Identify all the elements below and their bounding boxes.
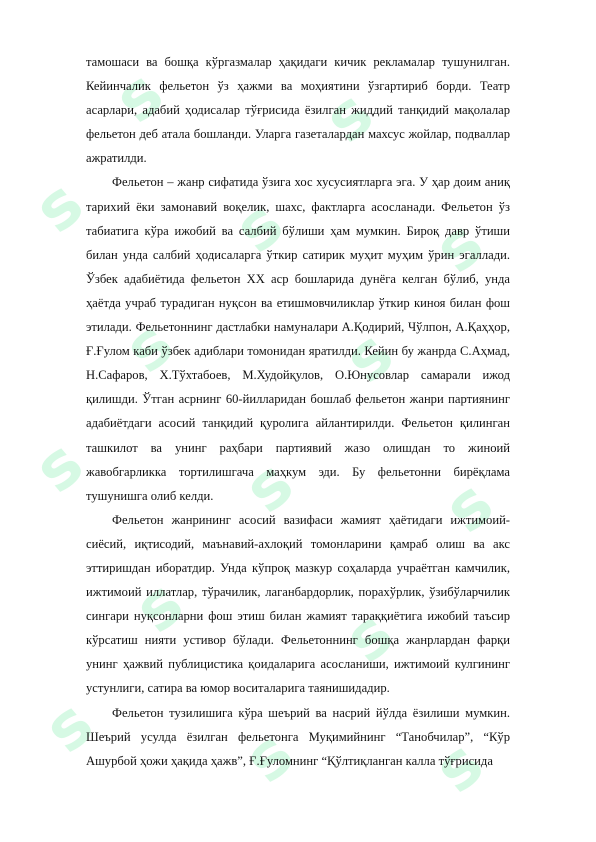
paragraph-feuilleton-purpose: Фельетон жанрининг асосий вазифаси жамият ҳаётидаги ижтимоий-сиёсий, иқтисодий, маънавий-ахлоқий томонларини қамраб олиш ва акс эттиришдан иборатдир. Унда кўпроқ мазкур соҳаларда учраётган камчилик, ижтимоий иллатлар, тўрачилик, лаганбардорлик, порахўрлик, ўзибўларчилик сингари нуқсонларни фош этиш билан жамият тараққиётига ижобий таъсир кўрсатиш нияти устивор бўлади. Фельетоннинг бошқа жанрлардан фарқи унинг ҳажвий публицистика қоидаларига асосланиши, ижтимоий кулгининг устунлиги, сатира ва юмор воситаларига таянишидадир.: [86, 512, 510, 696]
watermark-letter: s: [420, 726, 498, 808]
watermark-letter: s: [330, 596, 408, 678]
paragraph-feuilleton-structure: Фельетон тузилишига кўра шеърий ва насрий йўлда ёзилиши мумкин. Шеърий усулда ёзилган фельетонга Муқимийнинг “Танобчилар”, “Кўр Ашурбой ҳожи ҳақида ҳажв”, Ғ.Ғуломнинг “Қўлтиқланган калла тўғрисида: [86, 705, 510, 768]
watermark-letter: s: [330, 316, 408, 398]
watermark-letter: s: [220, 186, 298, 268]
watermark-letter: s: [110, 306, 188, 388]
watermark-letter: s: [20, 166, 98, 248]
watermark-letter: s: [310, 76, 388, 158]
watermark-letter: s: [420, 206, 498, 288]
watermark-letter: s: [230, 716, 308, 798]
paragraph-continuation: тамошаси ва бошқа кўргазмалар ҳақидаги кичик рекламалар тушунилган. Кейинчалик фельетон ўз ҳажми ва моҳиятини ўзгартириб борди. Театр асарлари, адабий ҳодисалар тўғрисида ёзилган жиддий танқидий мақолалар фельетон деб атала бошланди. Уларга газеталардан махсус жойлар, подваллар ажратилди.: [86, 55, 510, 166]
document-body: [86, 50, 510, 773]
watermark-letter: s: [120, 566, 198, 648]
watermark-letter: s: [100, 56, 178, 138]
watermark-letter: s: [20, 426, 98, 508]
paragraph-feuilleton-genre: Фельетон – жанр сифатида ўзига хос хусусиятларга эга. У ҳар доим аниқ тарихий ёки замонавий воқелик, шахс, фактларга асосланади. Фельетон ўз табиатига кўра ижобий ва салбий бўлиши ҳам мумкин. Бироқ давр ўтиши билан унда салбий ҳодисаларга ўткир сатирик муҳит муҳим ўрин эгаллади. Ўзбек адабиётида фельетон ХХ аср бошларида дунёга келган бўлиб, унда ҳаётда учраб турадиган нуқсон ва етишмовчиликлар ўткир киноя билан фош этилади. Фельетоннинг дастлабки намуналари А.Қодирий, Чўлпон, А.Қаҳҳор, Ғ.Ғулом каби ўзбек адиблари томонидан яратилди. Кейин бу жанрда С.Аҳмад, Н.Сафаров, Х.Тўхтабоев, М.Худойқулов, О.Юнусовлар самарали ижод қилишди. Ўтган асрнинг 60-йилларидан бошлаб фельетон жанри партиянинг адабиётдаги асосий танқидий қуролига айлантирилди. Фельетон қилинган ташкилот ва унинг раҳбари партиявий жазо олишдан то жиноий жавобгарликка тортилишгача маҳкум эди. Бу фельетонни бирёқлама тушунишга олиб келди.: [86, 175, 510, 503]
watermark-letter: s: [230, 446, 308, 528]
watermark-letter: s: [430, 466, 508, 548]
watermark-letter: s: [30, 686, 108, 768]
